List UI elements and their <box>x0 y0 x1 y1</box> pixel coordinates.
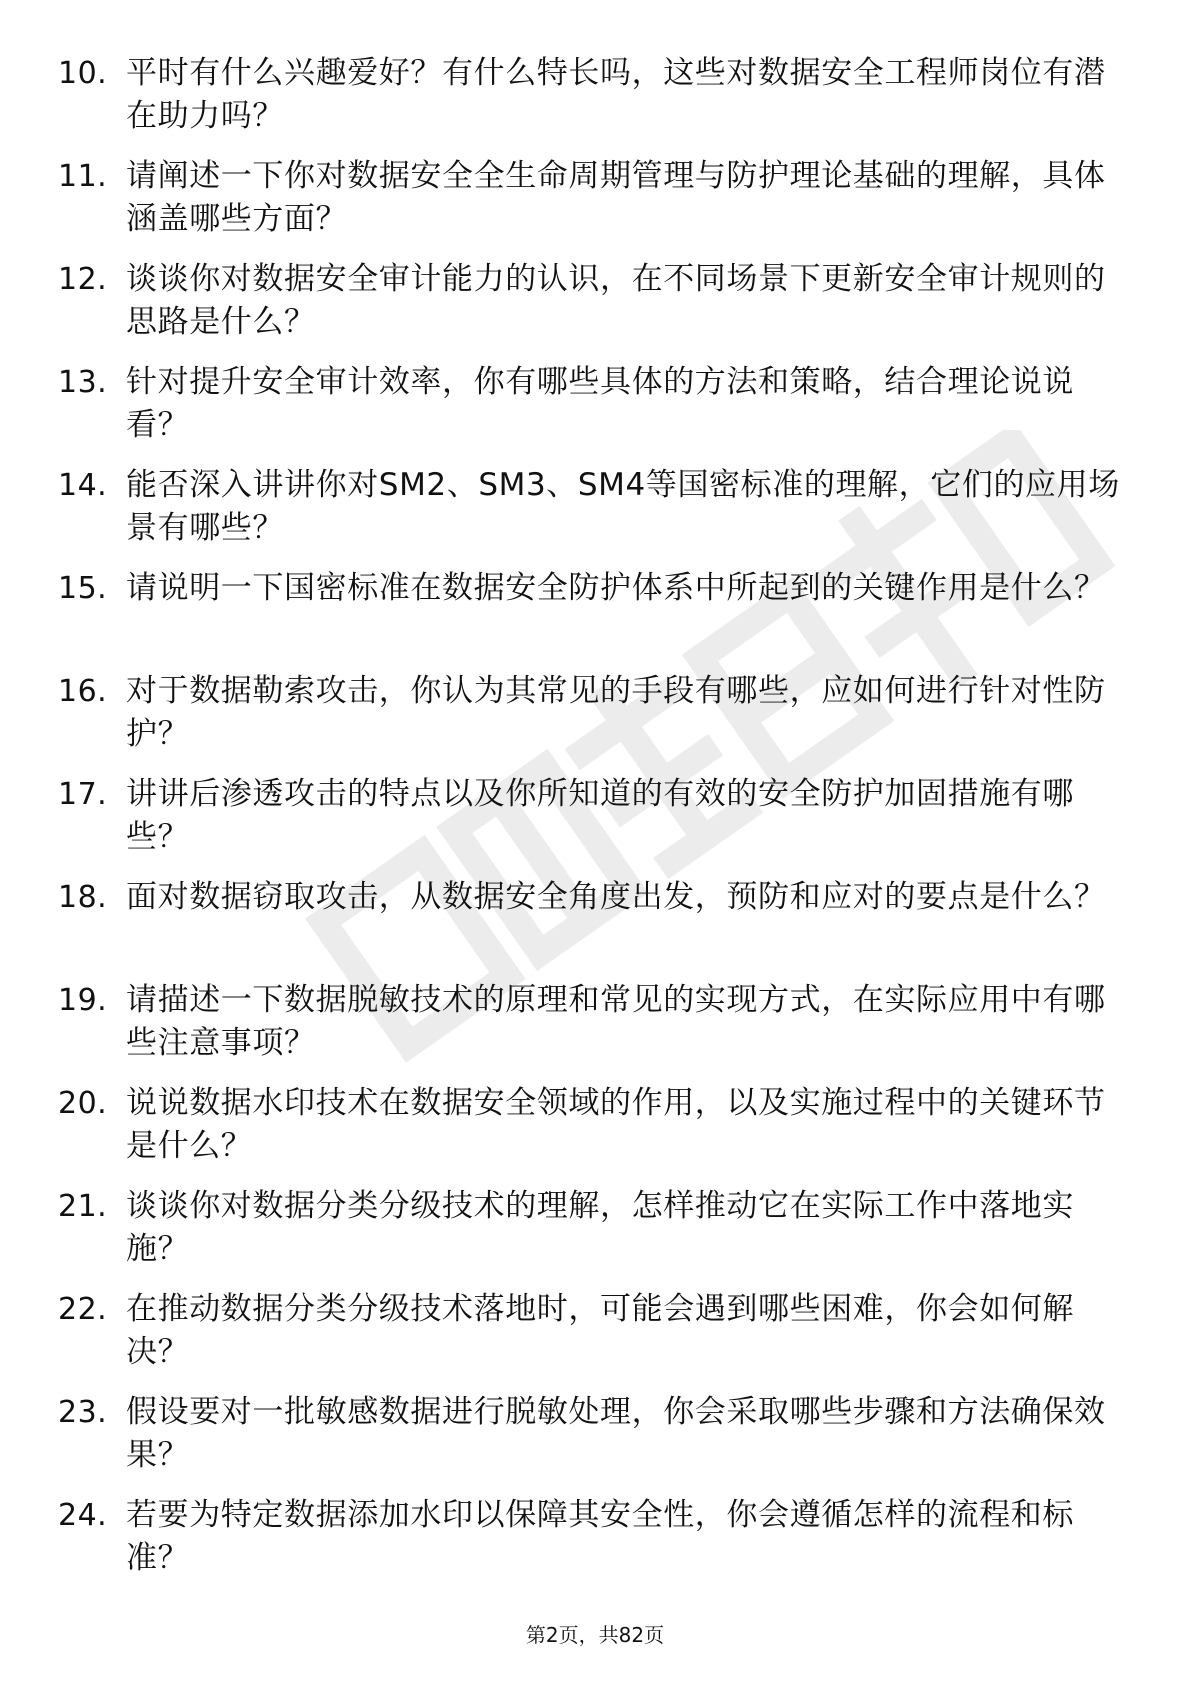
question-text: 若要为特定数据添加水印以保障其安全性，你会遵循怎样的流程和标准？ <box>126 1497 1074 1576</box>
question-number: 23. <box>58 1395 108 1430</box>
question-item <box>58 1391 1128 1494</box>
question-number: 22. <box>58 1292 108 1327</box>
question-text: 平时有什么兴趣爱好？有什么特长吗，这些对数据安全工程师岗位有潜在助力吗？ <box>126 55 1106 134</box>
question-number: 21. <box>58 1189 108 1224</box>
question-item <box>58 155 1128 258</box>
question-item <box>58 773 1128 876</box>
question-number: 12. <box>58 262 108 297</box>
question-item <box>58 876 1128 979</box>
question-text: 说说数据水印技术在数据安全领域的作用，以及实施过程中的关键环节是什么？ <box>126 1085 1106 1164</box>
question-item <box>58 464 1128 567</box>
question-text: 假设要对一批敏感数据进行脱敏处理，你会采取哪些步骤和方法确保效果？ <box>126 1394 1106 1473</box>
question-text: 讲讲后渗透攻击的特点以及你所知道的有效的安全防护加固措施有哪些？ <box>126 776 1074 855</box>
question-item <box>58 670 1128 773</box>
question-item <box>58 258 1128 361</box>
question-item <box>58 1494 1128 1597</box>
question-number: 14. <box>58 468 108 503</box>
question-number: 13. <box>58 365 108 400</box>
question-text: 面对数据窃取攻击，从数据安全角度出发，预防和应对的要点是什么？ <box>126 879 1106 915</box>
question-text: 能否深入讲讲你对SM2、SM3、SM4等国密标准的理解，它们的应用场景有哪些？ <box>126 467 1120 546</box>
question-text: 谈谈你对数据安全审计能力的认识，在不同场景下更新安全审计规则的思路是什么？ <box>126 261 1106 340</box>
question-number: 16. <box>58 674 108 709</box>
question-number: 24. <box>58 1498 108 1533</box>
question-number: 10. <box>58 56 108 91</box>
question-number: 15. <box>58 571 108 606</box>
question-number: 19. <box>58 983 108 1018</box>
question-list <box>58 52 1128 1597</box>
question-text: 在推动数据分类分级技术落地时，可能会遇到哪些困难，你会如何解决？ <box>126 1291 1074 1370</box>
question-item <box>58 361 1128 464</box>
question-number: 17. <box>58 777 108 812</box>
question-text: 谈谈你对数据分类分级技术的理解，怎样推动它在实际工作中落地实施？ <box>126 1188 1074 1267</box>
question-number: 18. <box>58 880 108 915</box>
question-text: 针对提升安全审计效率，你有哪些具体的方法和策略，结合理论说说看？ <box>126 364 1074 443</box>
question-item <box>58 1288 1128 1391</box>
page-footer: 第2页，共82页 <box>525 1623 665 1647</box>
question-text: 请说明一下国密标准在数据安全防护体系中所起到的关键作用是什么？ <box>126 570 1106 606</box>
question-text: 请阐述一下你对数据安全全生命周期管理与防护理论基础的理解，具体涵盖哪些方面？ <box>126 158 1106 237</box>
question-number: 20. <box>58 1086 108 1121</box>
question-item <box>58 1082 1128 1185</box>
question-text: 对于数据勒索攻击，你认为其常见的手段有哪些，应如何进行针对性防护？ <box>126 673 1106 752</box>
question-item <box>58 1185 1128 1288</box>
question-item <box>58 979 1128 1082</box>
question-item <box>58 52 1128 155</box>
question-text: 请描述一下数据脱敏技术的原理和常见的实现方式，在实际应用中有哪些注意事项？ <box>126 982 1106 1061</box>
question-number: 11. <box>58 159 108 194</box>
question-item <box>58 567 1128 670</box>
